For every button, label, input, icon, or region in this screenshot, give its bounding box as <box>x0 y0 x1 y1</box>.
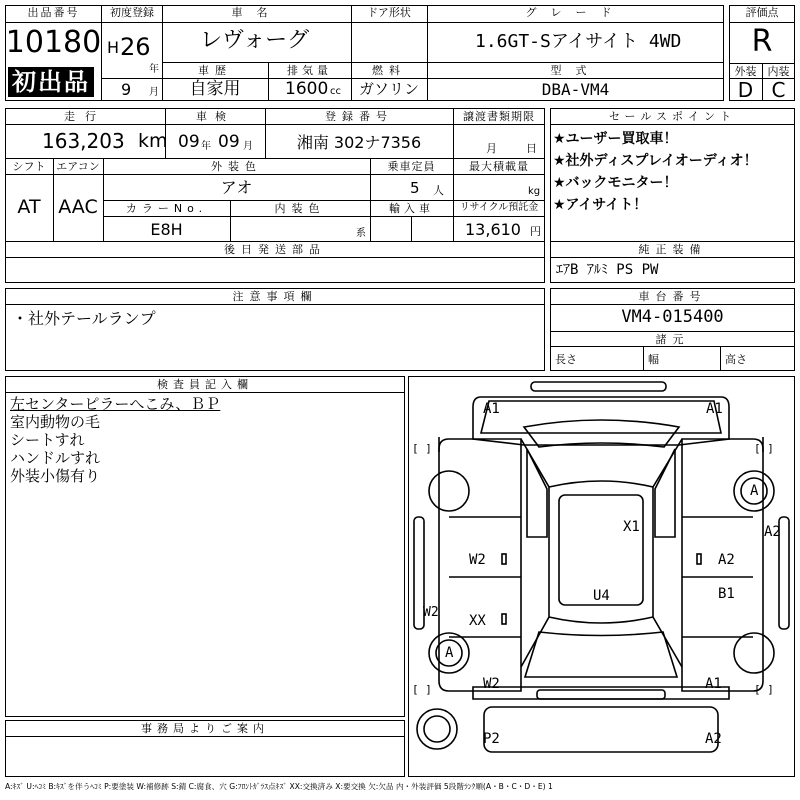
recycle-unit: 円 <box>530 225 541 238</box>
fuel: ガソリン <box>358 80 419 98</box>
max-load-label: 最大積載量 <box>469 160 529 173</box>
reg-month: 9 <box>121 80 132 99</box>
mark-p2: P2 <box>483 731 500 747</box>
mark-b1: B1 <box>718 586 735 602</box>
car-name: レヴォーグ <box>200 28 310 53</box>
shift-label: シフト <box>12 160 46 173</box>
interior-grade: C <box>771 78 786 102</box>
interior-color-unit: 系 <box>356 228 366 239</box>
inspector-note: ハンドルすれ <box>10 449 101 467</box>
lot-number: 10180 <box>5 25 102 60</box>
ac-label: エアコン <box>56 160 100 173</box>
sales-points-list <box>553 128 793 216</box>
capacity-unit: 人 <box>433 184 444 197</box>
transfer-label: 譲渡書類期限 <box>463 110 535 123</box>
displacement-label: 排気量 <box>287 64 332 77</box>
inspection-month: 09 <box>218 132 240 152</box>
score: R <box>751 24 773 59</box>
specs-label: 諸元 <box>655 333 690 346</box>
mileage-label: 走行 <box>64 110 106 123</box>
model-label: 型式 <box>550 64 601 77</box>
inspector-note: 外装小傷有り <box>10 467 101 485</box>
inspector-note: 左センターピラーへこみ、ＢＰ <box>10 395 221 413</box>
mark-bracket-right-top: [ ] <box>754 442 774 455</box>
damage-diagram <box>408 376 795 777</box>
capacity: 5 <box>410 179 420 197</box>
exterior-label: 外装 <box>734 65 757 78</box>
mark-a1-right: A1 <box>706 401 723 417</box>
model: DBA-VM4 <box>541 80 610 99</box>
transfer-month-unit: 月 <box>486 142 497 155</box>
caution-label: 注意事項欄 <box>232 290 318 303</box>
lot-number-label: 出品番号 <box>27 6 80 19</box>
transfer-day-unit: 日 <box>526 142 537 155</box>
mark-w2-door: W2 <box>469 552 486 568</box>
sales-point-item: ★ユーザー買取車！ <box>553 131 678 147</box>
width-label: 幅 <box>648 353 659 366</box>
car-name-label: 車名 <box>231 6 282 19</box>
exterior-grade: D <box>737 78 754 102</box>
height-label: 高さ <box>725 353 747 366</box>
interior-label: 内装 <box>767 65 790 78</box>
color-no: E8H <box>150 220 183 239</box>
car-outline <box>409 377 794 776</box>
inspection-label: 車検 <box>196 110 234 123</box>
reg-month-unit: 月 <box>149 87 159 98</box>
inspector-notes <box>10 395 400 485</box>
interior-color-label: 内装色 <box>274 202 326 215</box>
grade-label: グレード <box>525 6 626 19</box>
grade: 1.6GT-Sアイサイト 4WD <box>475 31 682 52</box>
import-label: 輸入車 <box>389 202 434 215</box>
inspector-label: 検査員記入欄 <box>157 378 253 391</box>
mileage-unit: km <box>138 130 168 152</box>
mark-a2-right: A2 <box>718 552 735 568</box>
legend: A:ｷｽﾞ U:ﾍｺﾐ B:ｷｽﾞを伴うﾍｺﾐ P:要塗装 W:補修跡 S:錆 C:腐食、穴 G:ﾌﾛﾝﾄｶﾞﾗｽ点ｷｽﾞ XX:交換済み X:要交換 欠:欠品 内・外装評価 5段階ﾗﾝｸ順(A・B・C・D・E) 1 <box>5 782 553 791</box>
displacement: 1600 <box>285 79 329 99</box>
fuel-label: 燃料 <box>372 64 406 77</box>
chassis-number: VM4-015400 <box>621 307 724 327</box>
mark-tire-left: A <box>445 645 454 661</box>
score-label: 評価点 <box>745 6 779 19</box>
mark-w2-side: W2 <box>423 605 439 620</box>
max-load-unit: kg <box>528 186 541 197</box>
sales-point-item: ★社外ディスプレイオーディオ！ <box>553 153 758 169</box>
first-listing-badge-text: 初出品 <box>12 68 90 96</box>
mark-bracket-right-bottom: [ ] <box>754 683 774 696</box>
displacement-unit: cc <box>330 86 341 97</box>
mark-bracket-left-bottom: [ ] <box>412 683 432 696</box>
mark-u4: U4 <box>593 588 610 604</box>
reg-no-label: 登録番号 <box>325 110 393 123</box>
later-parts-label: 後日発送部品 <box>224 243 326 256</box>
inspection-month-unit: 月 <box>243 141 253 152</box>
ac: AAC <box>58 196 98 218</box>
recycle-label: リサイクル預託金 <box>459 202 539 213</box>
inspector-note: シートすれ <box>10 431 85 449</box>
era: H <box>107 38 120 57</box>
color-no-label: カラーNo. <box>125 202 208 215</box>
inspector-note: 室内動物の毛 <box>10 413 101 431</box>
inspection-year-unit: 年 <box>201 141 211 152</box>
mark-w2-rear: W2 <box>483 676 500 692</box>
mark-bracket-left-top: [ ] <box>412 442 432 455</box>
mark-a2-bottom: A2 <box>705 731 722 747</box>
reg-year: 26 <box>120 33 151 61</box>
mileage: 163,203 <box>42 129 125 153</box>
reg-no: 湘南 302ナ7356 <box>296 133 422 152</box>
mark-a2-side: A2 <box>764 524 781 540</box>
capacity-label: 乗車定員 <box>387 160 436 173</box>
mark-a1-left: A1 <box>483 401 500 417</box>
sales-point-item: ★アイサイト！ <box>553 197 648 213</box>
history-label: 車歴 <box>198 64 232 77</box>
first-reg-label: 初度登録 <box>110 6 154 19</box>
sales-points-label: セールスポイント <box>608 110 736 123</box>
equipment-label: 純正装備 <box>638 243 707 256</box>
sales-point-item: ★バックモニター！ <box>553 175 678 191</box>
mark-a1-rear: A1 <box>705 676 722 692</box>
caution-item: ・社外テールランプ <box>12 309 156 328</box>
history: 自家用 <box>189 79 241 99</box>
reg-year-unit: 年 <box>149 64 159 75</box>
office-label: 事務局よりご案内 <box>141 722 269 735</box>
mark-x1: X1 <box>623 519 640 535</box>
color-label: 外装色 <box>211 160 262 173</box>
color: アオ <box>220 178 253 197</box>
mark-tire-right: A <box>750 483 759 499</box>
chassis-label: 車台番号 <box>638 290 707 303</box>
recycle: 13,610 <box>465 220 521 239</box>
shift: AT <box>17 196 41 218</box>
length-label: 長さ <box>555 353 577 366</box>
inspection-year: 09 <box>178 132 200 152</box>
equipment-value: ｴｱB ｱﾙﾐ PS PW <box>556 262 659 278</box>
mark-xx: XX <box>469 613 486 629</box>
door-label: ドア形状 <box>367 6 411 19</box>
